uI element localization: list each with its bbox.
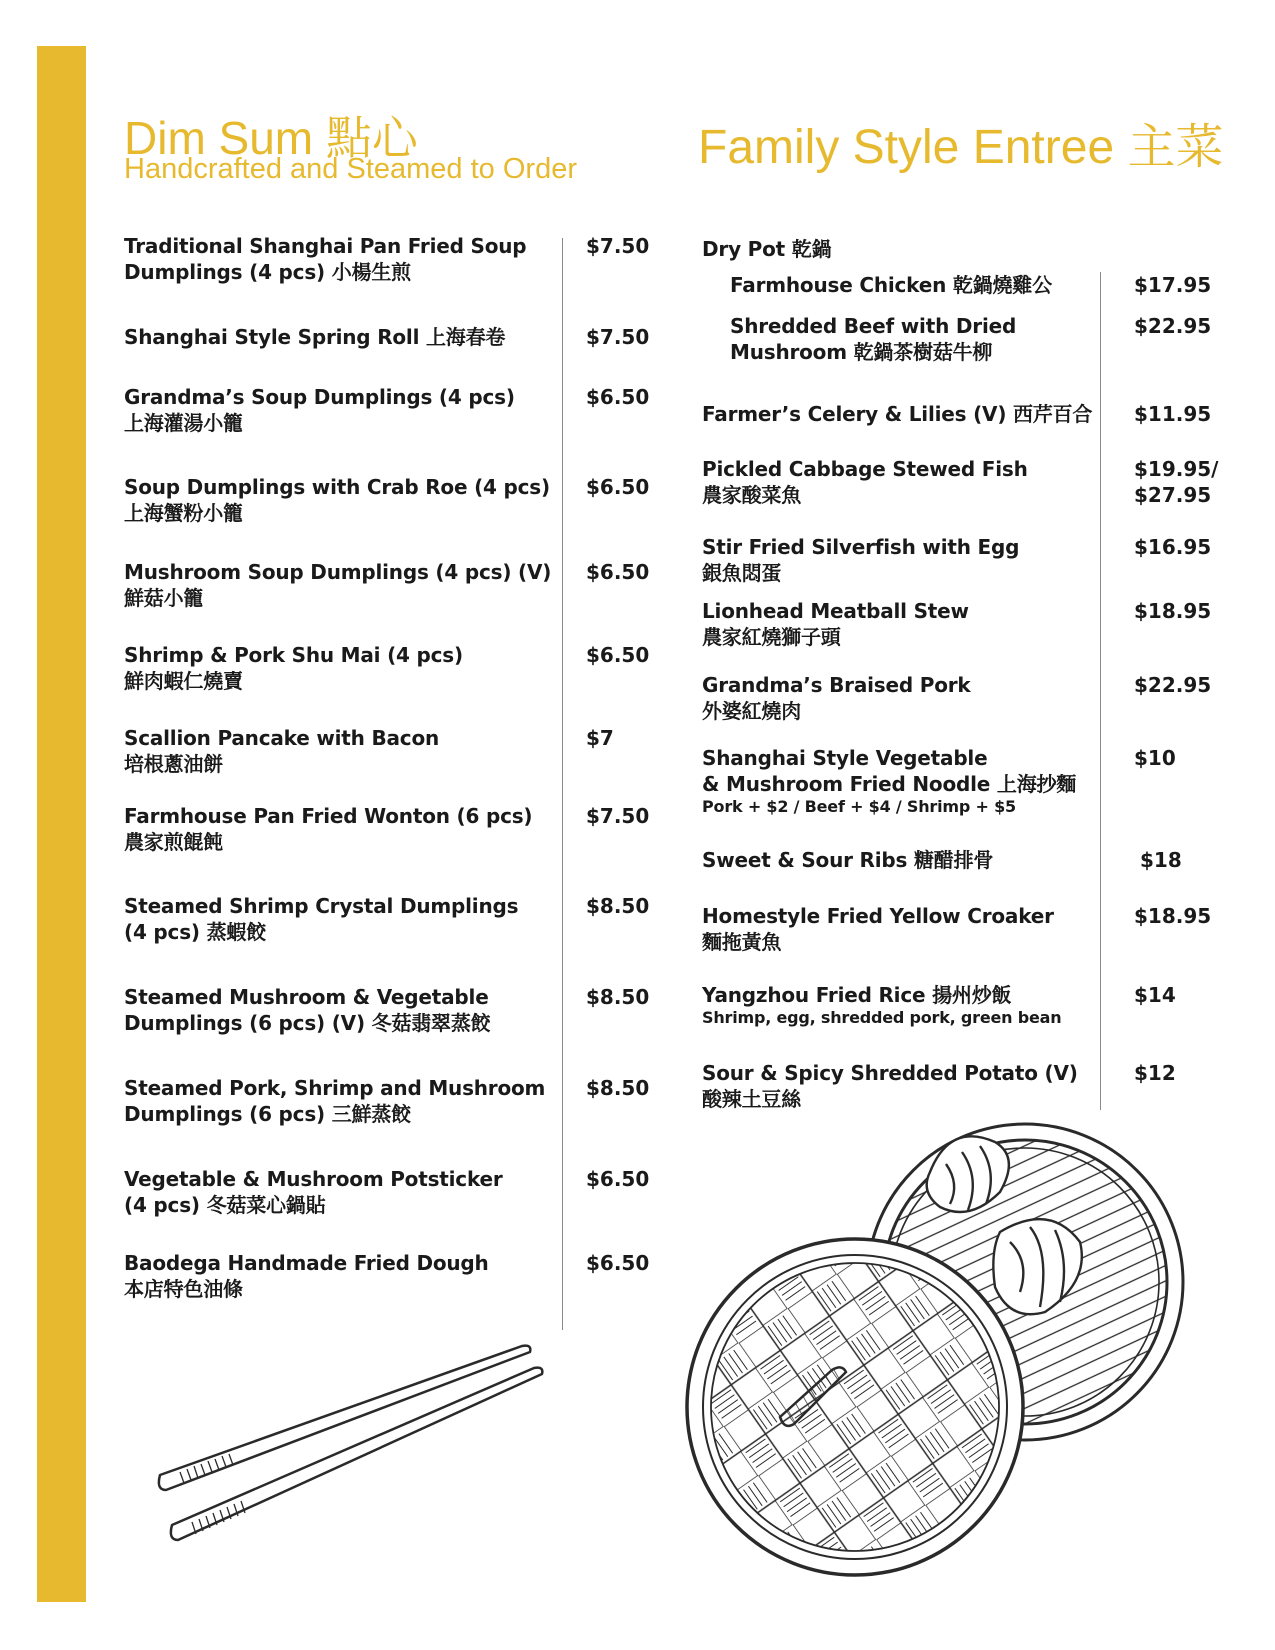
item-name: Dumplings (4 pcs) 小楊生煎: [124, 260, 411, 284]
item-name: Vegetable & Mushroom Potsticker: [124, 1167, 503, 1191]
menu-item: [702, 903, 1054, 955]
menu-item: [124, 893, 518, 945]
item-name: 銀魚悶蛋: [702, 561, 782, 585]
item-price: $6.50: [586, 1167, 650, 1191]
item-price: $6.50: [586, 475, 650, 499]
menu-item: [702, 847, 993, 873]
item-name: 農家煎餛飩: [124, 830, 223, 854]
right-column-divider: [1100, 272, 1101, 1110]
item-name: Grandma’s Soup Dumplings (4 pcs): [124, 385, 515, 409]
item-name: Steamed Pork, Shrimp and Mushroom: [124, 1076, 546, 1100]
item-name: Grandma’s Braised Pork: [702, 673, 971, 697]
menu-item: [702, 534, 1019, 586]
item-price: $6.50: [586, 560, 650, 584]
menu-item: [730, 272, 1052, 298]
item-price: $14: [1134, 983, 1176, 1007]
item-name: Steamed Shrimp Crystal Dumplings: [124, 894, 519, 918]
item-name: Sweet & Sour Ribs 糖醋排骨: [702, 848, 994, 872]
item-note: Pork + $2 / Beef + $4 / Shrimp + $5: [702, 797, 1016, 816]
item-price: $8.50: [586, 894, 650, 918]
item-name: 酸辣土豆絲: [702, 1087, 801, 1111]
item-name: Pickled Cabbage Stewed Fish: [702, 457, 1028, 481]
item-price: $17.95: [1134, 273, 1212, 297]
menu-item: [124, 984, 490, 1036]
menu-item: [124, 1250, 489, 1302]
menu-item: [124, 803, 532, 855]
item-name: Dry Pot 乾鍋: [702, 237, 832, 261]
item-price: $8.50: [586, 985, 650, 1009]
item-name: Steamed Mushroom & Vegetable: [124, 985, 489, 1009]
item-name: Farmer’s Celery & Lilies (V) 西芹百合: [702, 402, 1093, 426]
menu-item: [702, 456, 1028, 508]
item-price: $6.50: [586, 1251, 650, 1275]
menu-item: [702, 982, 1061, 1028]
item-name: Shanghai Style Vegetable: [702, 746, 988, 770]
dry-pot-heading: [702, 236, 831, 262]
item-name: Baodega Handmade Fried Dough: [124, 1251, 489, 1275]
item-price-large: $27.95: [1134, 483, 1212, 507]
item-price: $7.50: [586, 804, 650, 828]
item-name: & Mushroom Fried Noodle 上海抄麵: [702, 772, 1077, 796]
dim-sum-title: Dim Sum 點心: [124, 112, 418, 164]
item-name: Homestyle Fried Yellow Croaker: [702, 904, 1054, 928]
menu-item: [124, 384, 515, 436]
item-name: 上海灌湯小籠: [124, 411, 243, 435]
item-name: 農家酸菜魚: [702, 483, 801, 507]
menu-item: [124, 324, 505, 350]
menu-item: [124, 233, 526, 285]
item-name: Yangzhou Fried Rice 揚州炒飯: [702, 983, 1012, 1007]
menu-item: [124, 1075, 545, 1127]
item-price: $7: [586, 726, 614, 750]
item-name: Scallion Pancake with Bacon: [124, 726, 440, 750]
menu-item: [702, 672, 971, 724]
item-price: $8.50: [586, 1076, 650, 1100]
item-price: $7.50: [586, 325, 650, 349]
item-price: $7.50: [586, 234, 650, 258]
item-name: (4 pcs) 冬菇菜心鍋貼: [124, 1193, 326, 1217]
item-price: $6.50: [586, 643, 650, 667]
menu-item: [702, 745, 1076, 817]
item-name: Dumplings (6 pcs) 三鮮蒸餃: [124, 1102, 411, 1126]
item-name: Dumplings (6 pcs) (V) 冬菇翡翠蒸餃: [124, 1011, 491, 1035]
item-price: $11.95: [1134, 402, 1212, 426]
item-name: Shanghai Style Spring Roll 上海春卷: [124, 325, 506, 349]
item-name: 本店特色油條: [124, 1277, 243, 1301]
menu-item: [124, 642, 463, 694]
menu-item: [702, 1060, 1078, 1112]
item-name: Lionhead Meatball Stew: [702, 599, 969, 623]
item-name: 鮮菇小籠: [124, 586, 204, 610]
bamboo-steamer-illustration: [650, 1112, 1210, 1582]
item-price: $22.95: [1134, 673, 1212, 697]
item-name: 培根蔥油餅: [124, 752, 223, 776]
item-price: $18.95: [1134, 599, 1212, 623]
item-name: Shredded Beef with Dried: [730, 314, 1017, 338]
item-name: Farmhouse Chicken 乾鍋燒雞公: [730, 273, 1052, 297]
item-name: Mushroom 乾鍋茶樹菇牛柳: [730, 340, 993, 364]
item-name: 上海蟹粉小籠: [124, 501, 243, 525]
item-name: Traditional Shanghai Pan Fried Soup: [124, 234, 527, 258]
item-price: $18: [1140, 848, 1182, 872]
dim-sum-subtitle: Handcrafted and Steamed to Order: [124, 153, 577, 185]
item-price: $10: [1134, 746, 1176, 770]
menu-item: [124, 559, 551, 611]
item-price: $16.95: [1134, 535, 1212, 559]
item-name: 外婆紅燒肉: [702, 699, 801, 723]
item-price: [1134, 456, 1218, 508]
item-name: Soup Dumplings with Crab Roe (4 pcs): [124, 475, 550, 499]
item-price: $22.95: [1134, 314, 1212, 338]
item-price-small: $19.95/: [1134, 457, 1219, 481]
chopsticks-illustration: [150, 1340, 570, 1560]
menu-item: [702, 598, 969, 650]
menu-item: [124, 725, 439, 777]
item-price: $6.50: [586, 385, 650, 409]
item-name: 農家紅燒獅子頭: [702, 625, 841, 649]
item-name: Stir Fried Silverfish with Egg: [702, 535, 1020, 559]
item-name: 麵拖黃魚: [702, 930, 782, 954]
item-name: 鮮肉蝦仁燒賣: [124, 669, 243, 693]
item-name: (4 pcs) 蒸蝦餃: [124, 920, 266, 944]
family-style-title: Family Style Entree 主菜: [698, 121, 1224, 174]
menu-item: [730, 313, 1016, 365]
item-name: Sour & Spicy Shredded Potato (V): [702, 1061, 1078, 1085]
menu-item: [124, 474, 550, 526]
menu-item: [702, 401, 1092, 427]
gold-side-bar: [37, 46, 86, 1602]
item-price: $12: [1134, 1061, 1176, 1085]
item-name: Shrimp & Pork Shu Mai (4 pcs): [124, 643, 463, 667]
item-name: Farmhouse Pan Fried Wonton (6 pcs): [124, 804, 533, 828]
menu-item: [124, 1166, 503, 1218]
item-price: $18.95: [1134, 904, 1212, 928]
item-name: Mushroom Soup Dumplings (4 pcs) (V): [124, 560, 552, 584]
left-column-divider: [562, 238, 563, 1330]
item-note: Shrimp, egg, shredded pork, green bean: [702, 1008, 1062, 1027]
